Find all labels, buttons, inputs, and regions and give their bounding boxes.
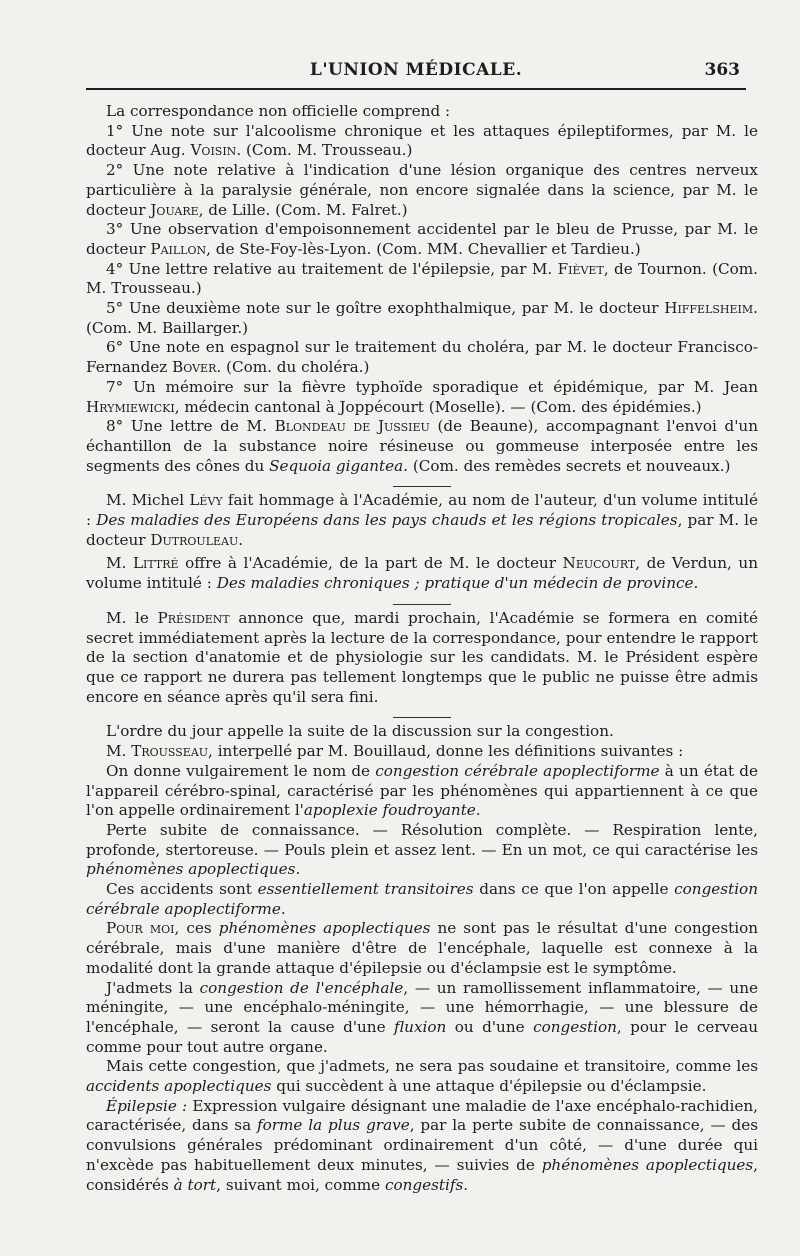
president-announcement: M. le Président annonce que, mardi prochain, l'Académie se formera en comité secret immédiatement après la lecture de la correspondance, pour entendre le rapport de la section d'anatomie et de physiologie sur les candidats. M. le Président espère que ce rapport ne durera pas tellement longtemps que le public ne puisse être admis encore en séance après qu'il sera fini. <box>86 608 758 706</box>
correspondence-item: 8° Une lettre de M. Blondeau de Jussieu (de Beaune), accompagnant l'envoi d'un échantillon de la substance noire résineuse ou gommeuse interposée entre les segments des cônes du Sequoia gigantea. (Com. des remèdes secrets et nouveaux.) <box>86 417 758 475</box>
littre-hommage: M. Littré offre à l'Académie, de la part de M. le docteur Neucourt, de Verdun, un volume intitulé : Des maladies chroniques ; pratique d'un médecin de province. <box>86 554 758 593</box>
correspondence-item: 5° Une deuxième note sur le goître exophthalmique, par M. le docteur Hiffelsheim. (Com. M. Baillarger.) <box>86 299 758 337</box>
definition-paragraph: On donne vulgairement le nom de congestion cérébrale apoplectiforme à un état de l'appareil cérébro-spinal, caractérisé par les phénomènes qui appartiennent à ce que l'on appelle ordinairement l'apoplexie foudroyante. <box>86 761 759 820</box>
section-divider <box>393 486 451 487</box>
definition-paragraph: Mais cette congestion, que j'admets, ne sera pas soudaine et transitoire, comme les accidents apoplectiques qui succèdent à une attaque d'épilepsie ou d'éclampsie. <box>86 1057 758 1096</box>
definition-paragraph: Perte subite de connaissance. — Résolution complète. — Respiration lente, profonde, stertoreuse. — Pouls plein et assez lent. — En un mot, ce qui caractérise les phénomènes apoplectiques. <box>86 820 758 879</box>
levy-hommage: M. Michel Lévy fait hommage à l'Académie, au nom de l'auteur, d'un volume intitulé : Des maladies des Européens dans les pays chauds et les régions tropicales, par M. le docteur Dutrouleau. <box>86 491 758 549</box>
order-of-day: L'ordre du jour appelle la suite de la discussion sur la congestion. <box>106 722 614 741</box>
correspondence-item: 3° Une observation d'empoisonnement accidentel par le bleu de Prusse, par M. le docteur Paillon, de Ste-Foy-lès-Lyon. (Com. MM. Chevallier et Tardieu.) <box>86 220 758 258</box>
definition-paragraph: Pour moi, ces phénomènes apoplectiques ne sont pas le résultat d'une congestion cérébrale, mais d'une manière d'être de l'encéphale, laquelle est connexe à la modalité dont la grande attaque d'épilepsie ou d'éclampsie est le symptôme. <box>86 919 759 977</box>
correspondence-item: 7° Un mémoire sur la fièvre typhoïde sporadique et épidémique, par M. Jean Hrymiewicki, médecin cantonal à Joppécourt (Moselle). — (Com. des épidémies.) <box>86 377 758 416</box>
page-header <box>86 58 746 90</box>
definition-paragraph: Épilepsie : Expression vulgaire désignant une maladie de l'axe encéphalo-rachidien, caractérisée, dans sa forme la plus grave, par la perte subite de connaissance, — des convulsions générales prédominant ordinairement d'un côté, — d'une durée qui n'excède pas habituellement deux minutes, — suivies de phénomènes apoplectiques, considérés à tort, suivant moi, comme congestifs. <box>86 1096 759 1194</box>
page-body <box>86 102 758 1195</box>
definition-paragraph: J'admets la congestion de l'encéphale, — un ramollissement inflammatoire, — une méningite, — une encéphalo-méningite, — une hémorrhagie, — une blessure de l'encéphale, — seront la cause d'une fluxion ou d'une congestion, pour le cerveau comme pour tout autre organe. <box>86 978 759 1056</box>
correspondence-intro: La correspondance non officielle comprend : <box>106 102 451 120</box>
correspondence-item: 2° Une note relative à l'indication d'une lésion organique des centres nerveux particulière à la paralysie générale, non encore signalée dans la science, par M. le docteur Jouare, de Lille. (Com. M. Falret.) <box>86 161 758 219</box>
correspondence-item: 4° Une lettre relative au traitement de l'épilepsie, par M. Fièvet, de Tournon. (Com. M. Trousseau.) <box>86 259 758 298</box>
page-number: 363 <box>704 60 740 80</box>
correspondence-item: 6° Une note en espagnol sur le traitement du choléra, par M. le docteur Francisco-Fernandez Bover. (Com. du choléra.) <box>86 338 758 377</box>
running-title: L'UNION MÉDICALE. <box>309 60 523 80</box>
section-divider <box>393 717 451 718</box>
trousseau-intro: M. Trousseau, interpellé par M. Bouillaud, donne les définitions suivantes : <box>106 742 684 761</box>
definition-paragraph: Ces accidents sont essentiellement transitoires dans ce que l'on appelle congestion cérébrale apoplectiforme. <box>86 880 758 918</box>
section-divider <box>393 604 451 605</box>
correspondence-item: 1° Une note sur l'alcoolisme chronique et les attaques épileptiformes, par M. le docteur Aug. Voisin. (Com. M. Trousseau.) <box>86 121 758 160</box>
